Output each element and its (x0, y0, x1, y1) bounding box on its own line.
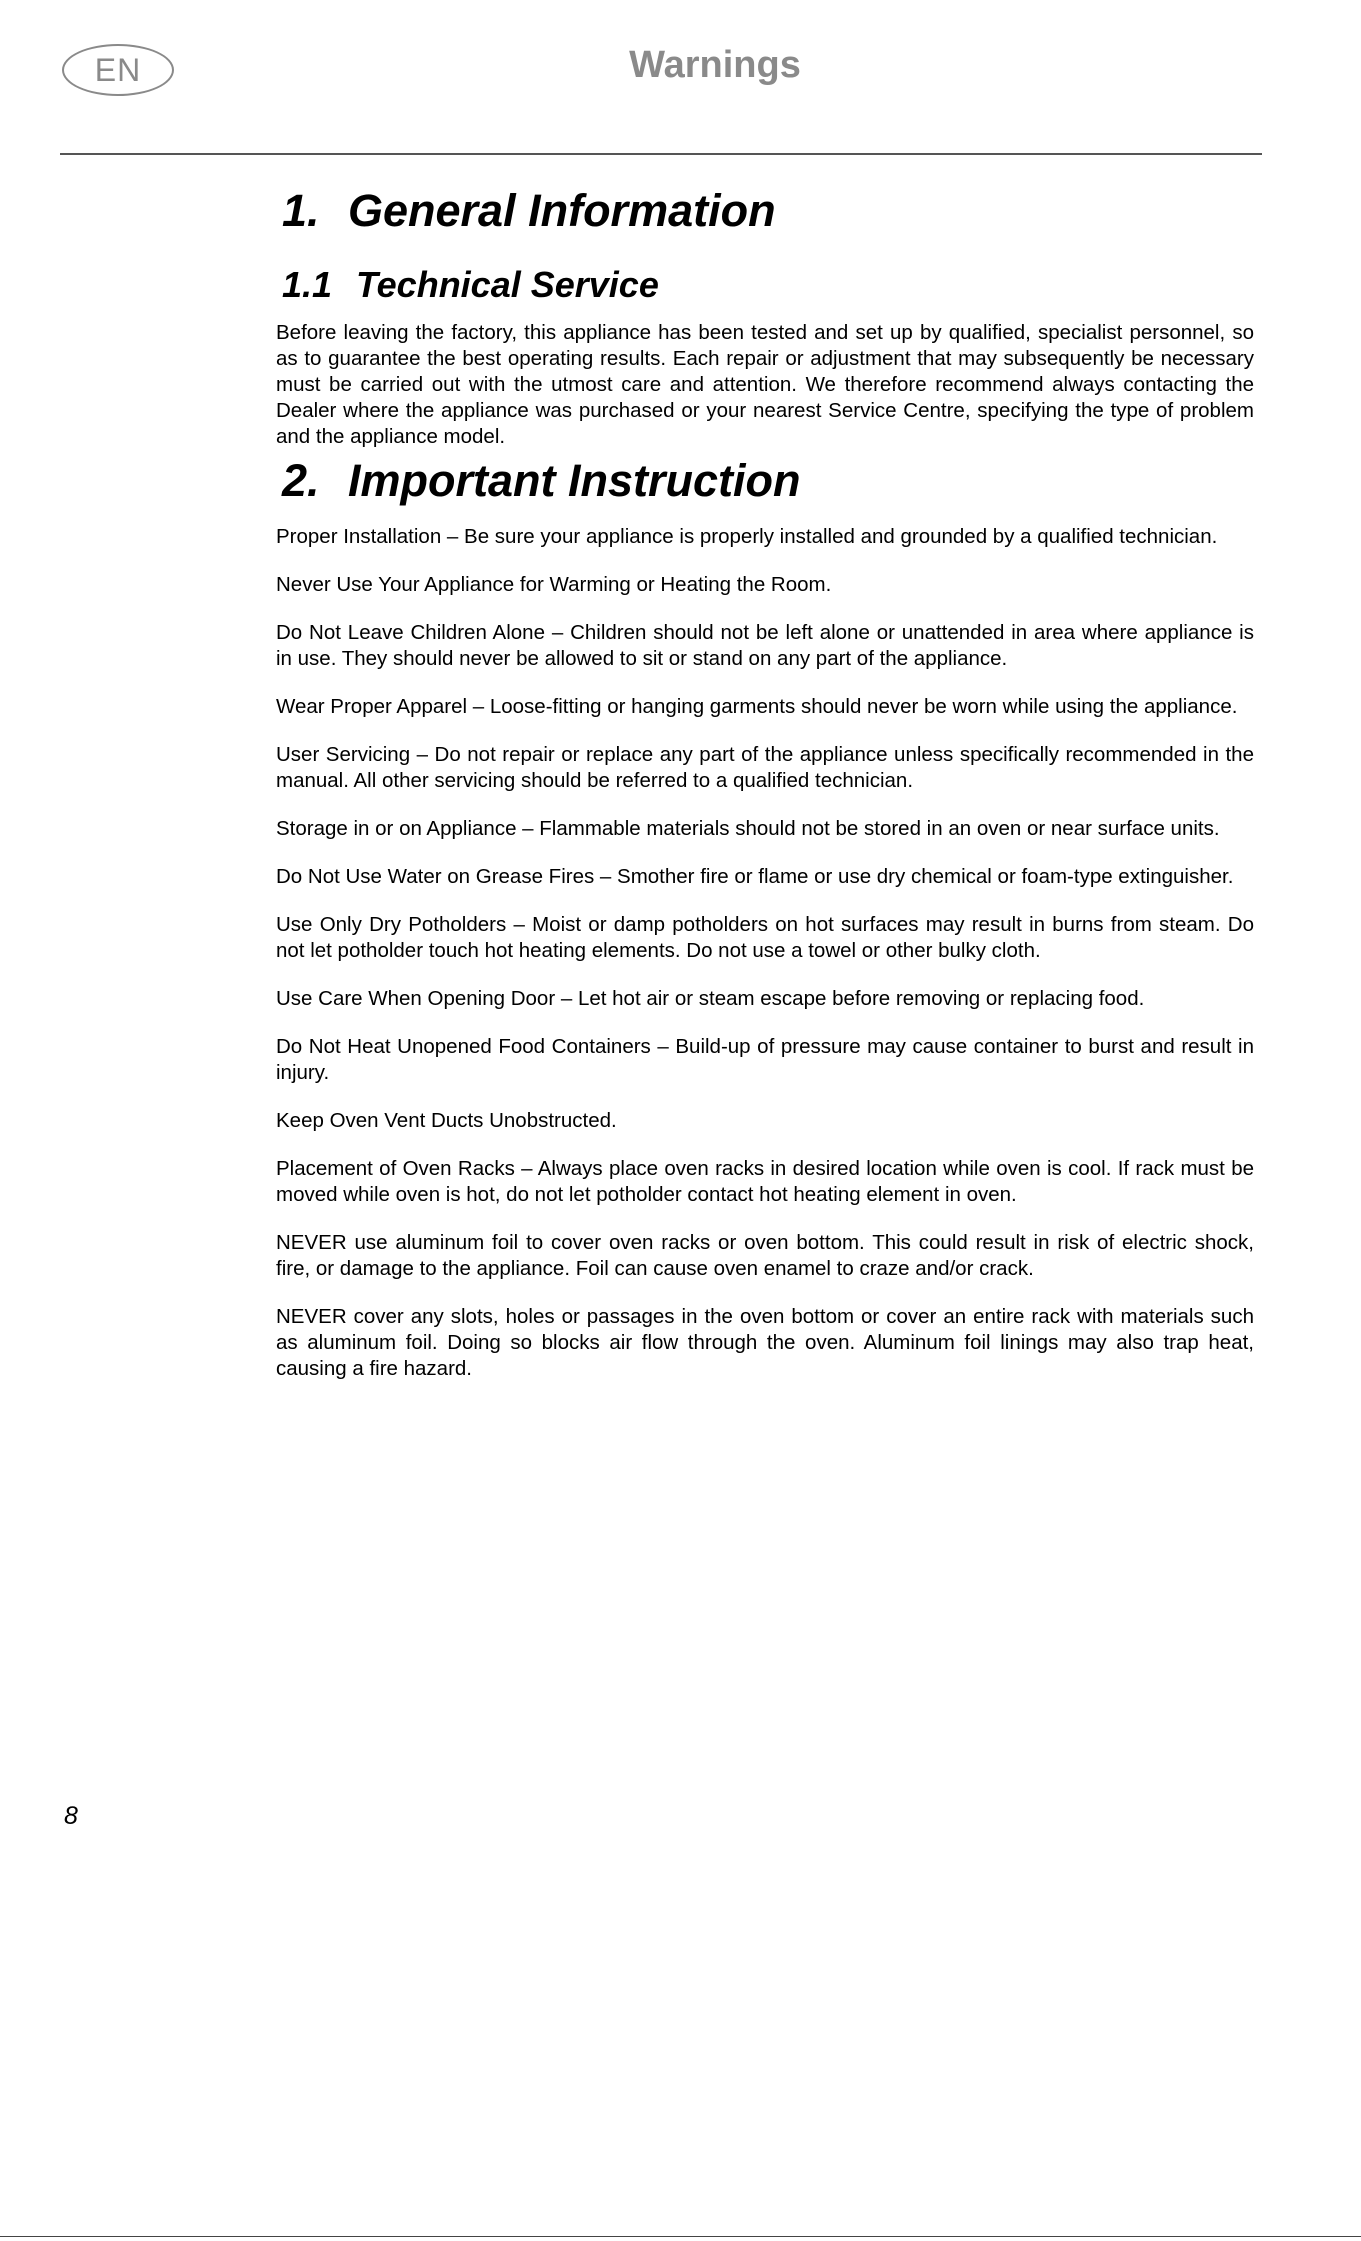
instruction-item: Do Not Leave Children Alone – Children should not be left alone or unattended in area where appliance is in use. They should never be allowed to sit or stand on any part of the appliance. (276, 621, 1254, 670)
instruction-item: Storage in or on Appliance – Flammable materials should not be stored in an oven or near surface units. (276, 817, 1220, 840)
instruction-item: Do Not Heat Unopened Food Containers – Build-up of pressure may cause container to burst and result in injury. (276, 1035, 1254, 1084)
section-2-title: Important Instruction (348, 455, 801, 506)
instruction-item: Never Use Your Appliance for Warming or Heating the Room. (276, 573, 832, 596)
section-2-heading (276, 450, 1254, 512)
header-divider (60, 153, 1262, 155)
section-2-number: 2. (282, 455, 320, 506)
instruction-item: User Servicing – Do not repair or replace any part of the appliance unless specifically recommended in the manual. All other servicing should be referred to a qualified technician. (276, 743, 1254, 792)
language-badge-label: EN (94, 51, 142, 88)
instruction-item: Use Care When Opening Door – Let hot air or steam escape before removing or replacing food. (276, 987, 1145, 1010)
instruction-item: Keep Oven Vent Ducts Unobstructed. (276, 1109, 617, 1132)
footer-divider (0, 2236, 1361, 2237)
instruction-item: Do Not Use Water on Grease Fires – Smother fire or flame or use dry chemical or foam-type extinguisher. (276, 865, 1234, 888)
instruction-item: NEVER cover any slots, holes or passages in the oven bottom or cover an entire rack with materials such as aluminum foil. Doing so blocks air flow through the oven. Aluminum foil linings may also trap heat, causing a fire hazard. (276, 1305, 1254, 1380)
subsection-1-1-heading (276, 260, 1254, 310)
subsection-1-1-number: 1.1 (282, 264, 333, 305)
technical-service-paragraph: Before leaving the factory, this appliance has been tested and set up by qualified, specialist personnel, so as to guarantee the best operating results. Each repair or adjustment that may subsequently be necessary must be carried out with the utmost care and attention. We therefore recommend always contacting the Dealer where the appliance was purchased or your nearest Service Centre, specifying the type of problem and the appliance model. (276, 321, 1254, 448)
instruction-item: Proper Installation – Be sure your appliance is properly installed and grounded by a qualified technician. (276, 525, 1218, 548)
instruction-item: Placement of Oven Racks – Always place oven racks in desired location while oven is cool. If rack must be moved while oven is hot, do not let potholder contact hot heating element in oven. (276, 1157, 1254, 1206)
subsection-1-1-title: Technical Service (356, 264, 659, 305)
page-number: 8 (64, 1802, 78, 1830)
instruction-item: NEVER use aluminum foil to cover oven racks or oven bottom. This could result in risk of electric shock, fire, or damage to the appliance. Foil can cause oven enamel to craze and/or crack. (276, 1231, 1254, 1280)
page-header-title: Warnings (629, 44, 801, 86)
section-1-number: 1. (282, 185, 320, 236)
section-1-title: General Information (348, 185, 776, 236)
page-content (276, 180, 1254, 1382)
instruction-item: Wear Proper Apparel – Loose-fitting or hanging garments should never be worn while using the appliance. (276, 695, 1238, 718)
instruction-list (276, 524, 1254, 1382)
section-1-heading (276, 180, 1254, 242)
instruction-item: Use Only Dry Potholders – Moist or damp potholders on hot surfaces may result in burns from steam. Do not let potholder touch hot heating elements. Do not use a towel or other bulky cloth. (276, 913, 1254, 962)
